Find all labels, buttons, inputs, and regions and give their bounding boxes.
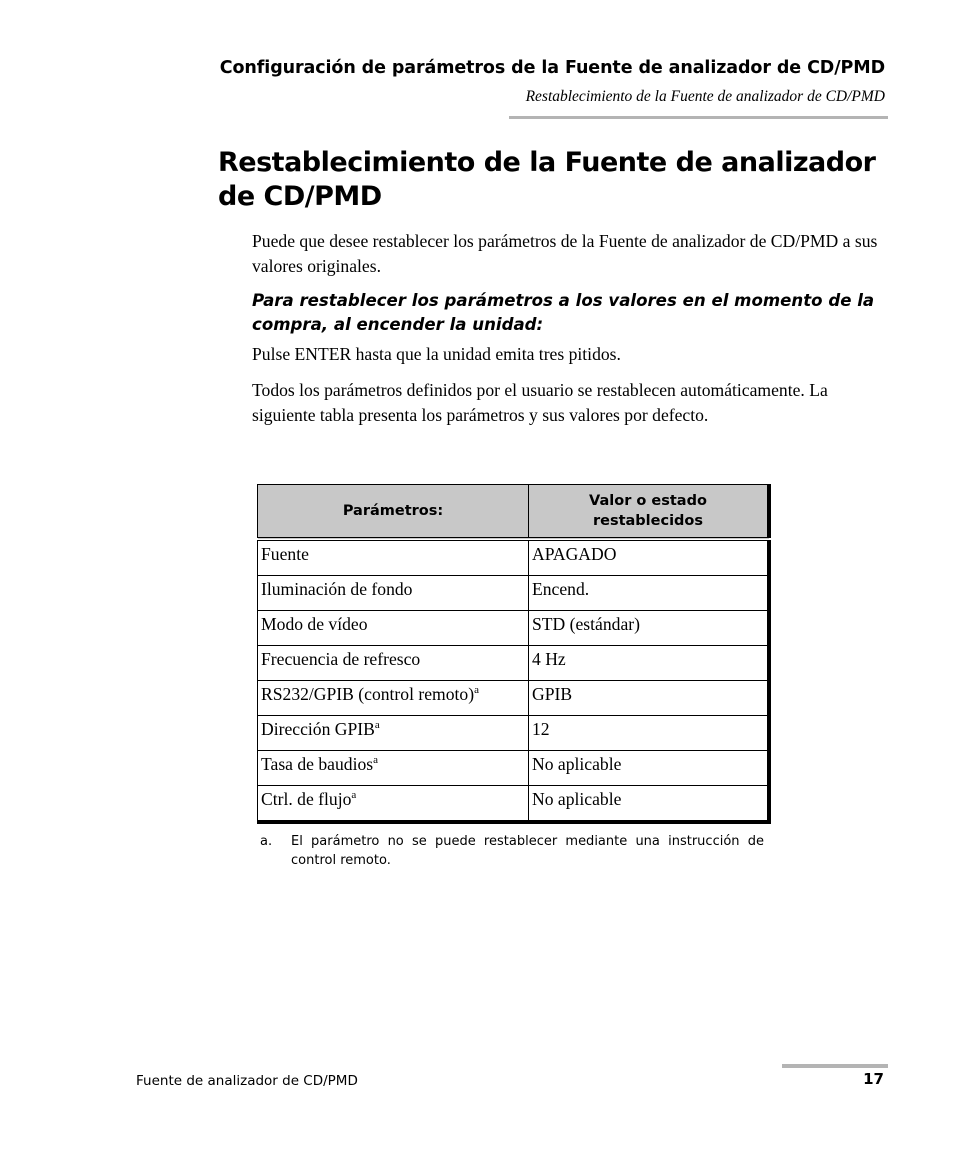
- value-cell: 4 Hz: [529, 646, 770, 681]
- column-header-parameters: Parámetros:: [258, 485, 529, 540]
- footnote-reference: a: [373, 754, 379, 766]
- value-cell: GPIB: [529, 681, 770, 716]
- section-heading: Restablecimiento de la Fuente de analizador de CD/PMD: [218, 147, 876, 212]
- value-cell: STD (estándar): [529, 611, 770, 646]
- column-header-values-text: Valor o estado restablecidos: [589, 493, 707, 529]
- parameter-name: RS232/GPIB (control remoto): [261, 684, 475, 704]
- value-cell: Encend.: [529, 576, 770, 611]
- table-header-row: [258, 485, 770, 540]
- table-row: [258, 786, 770, 823]
- footnote-reference: a: [351, 789, 357, 801]
- running-header-title: Configuración de parámetros de la Fuente de analizador de CD/PMD: [219, 58, 885, 78]
- parameter-name: Dirección GPIB: [261, 719, 375, 739]
- footnote-reference: a: [474, 684, 479, 696]
- table-row: [258, 611, 770, 646]
- footer-manual-title: Fuente de analizador de CD/PMD: [136, 1073, 358, 1089]
- table-row: [258, 539, 770, 576]
- parameter-cell: [258, 576, 529, 611]
- value-cell: No aplicable: [529, 786, 770, 823]
- description-paragraph: Todos los parámetros definidos por el usuario se restablecen automáticamente. La siguiente tabla presenta los parámetros y sus valores por defecto.: [252, 380, 828, 425]
- table-row: [258, 576, 770, 611]
- table-row: [258, 751, 770, 786]
- parameters-table: [257, 484, 771, 824]
- footnote-reference: a: [374, 719, 380, 731]
- parameter-cell: [258, 539, 529, 576]
- parameter-cell: [258, 611, 529, 646]
- header-rule: [509, 116, 888, 119]
- running-header-subtitle: Restablecimiento de la Fuente de analizador de CD/PMD: [525, 88, 885, 105]
- value-cell: No aplicable: [529, 751, 770, 786]
- column-header-values: [529, 485, 770, 540]
- parameter-cell: [258, 786, 529, 823]
- procedure-step: Pulse ENTER hasta que la unidad emita tres pitidos.: [252, 344, 621, 364]
- parameter-name: Iluminación de fondo: [261, 579, 413, 599]
- parameter-name: Fuente: [261, 544, 309, 564]
- footer-rule: [782, 1064, 888, 1068]
- parameter-name: Frecuencia de refresco: [261, 649, 421, 669]
- parameter-cell: [258, 681, 529, 716]
- parameter-name: Modo de vídeo: [261, 614, 368, 634]
- parameter-cell: [258, 646, 529, 681]
- value-cell: 12: [529, 716, 770, 751]
- parameter-cell: [258, 716, 529, 751]
- intro-paragraph: Puede que desee restablecer los parámetros de la Fuente de analizador de CD/PMD a sus valores originales.: [252, 231, 878, 276]
- page-number: 17: [863, 1070, 884, 1088]
- table-row: [258, 681, 770, 716]
- footnote-marker: a.: [260, 834, 273, 849]
- footnote-text: El parámetro no se puede restablecer mediante una instrucción de control remoto.: [291, 834, 764, 868]
- value-cell: APAGADO: [529, 539, 770, 576]
- table-row: [258, 646, 770, 681]
- parameter-name: Tasa de baudios: [261, 754, 374, 774]
- parameter-name: Ctrl. de flujo: [261, 789, 352, 809]
- table-row: [258, 716, 770, 751]
- parameter-cell: [258, 751, 529, 786]
- procedure-title: Para restablecer los parámetros a los valores en el momento de la compra, al encender la unidad:: [252, 291, 875, 334]
